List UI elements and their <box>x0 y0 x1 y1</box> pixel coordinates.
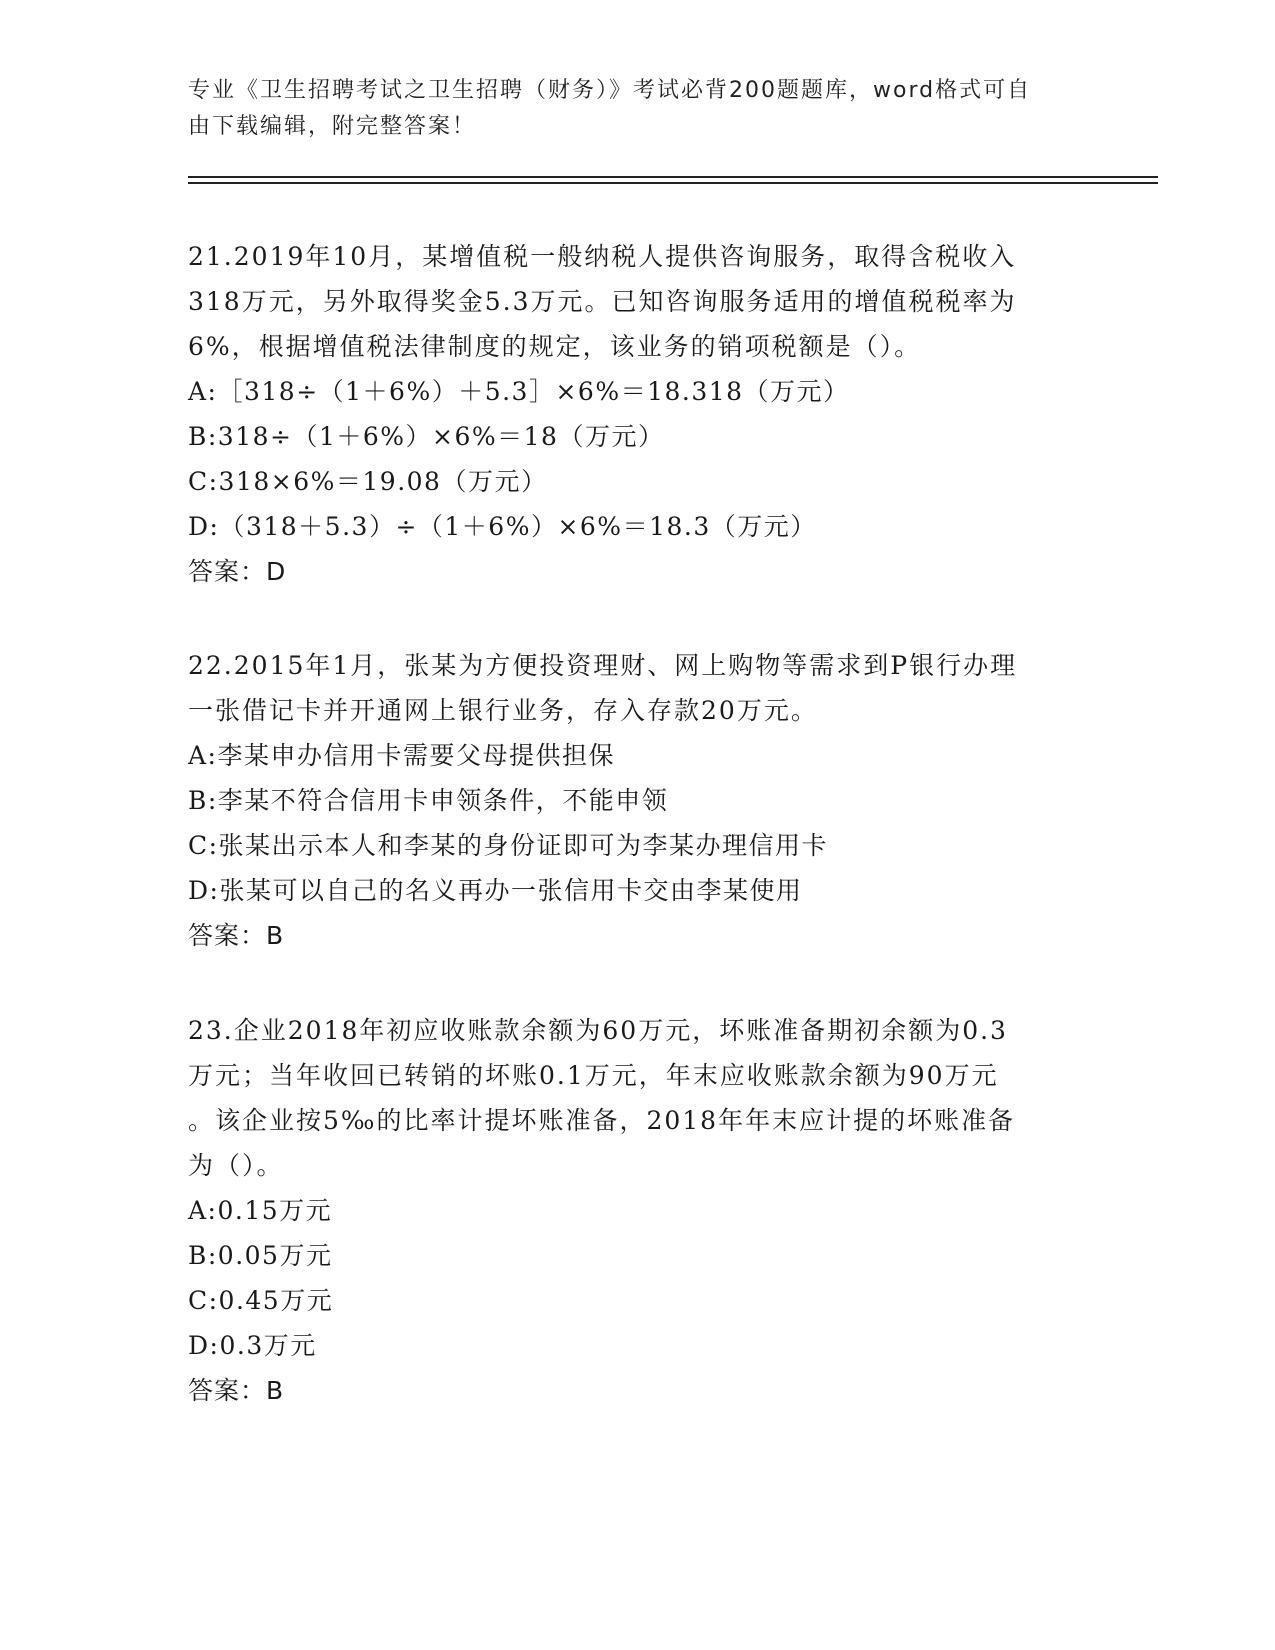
option-b: B:318÷（1＋6%）×6%＝18（万元） <box>188 422 665 451</box>
question-stem-line: 21.2019年10月，某增值税一般纳税人提供咨询服务，取得含税收入 <box>188 242 1017 271</box>
option-a: A:李某申办信用卡需要父母提供担保 <box>188 741 615 770</box>
question-stem-line: 为（）。 <box>188 1151 284 1180</box>
question-stem-line: 22.2015年1月，张某为方便投资理财、网上购物等需求到P银行办理 <box>188 651 1018 680</box>
option-d: D:（318＋5.3）÷（1＋6%）×6%＝18.3（万元） <box>188 512 817 541</box>
question-stem-line: 318万元，另外取得奖金5.3万元。已知咨询服务适用的增值税税率为 <box>188 287 1017 316</box>
option-a: A:0.15万元 <box>188 1196 333 1225</box>
question-23 <box>188 1008 1088 1413</box>
question-21 <box>188 234 1088 594</box>
document-header <box>188 73 1088 145</box>
question-stem-line: 6%，根据增值税法律制度的规定，该业务的销项税额是（）。 <box>188 332 922 361</box>
option-b: B:0.05万元 <box>188 1241 333 1270</box>
question-stem-line: 一张借记卡并开通网上银行业务，存入存款20万元。 <box>188 696 818 725</box>
question-stem-line: 23.企业2018年初应收账款余额为60万元，坏账准备期初余额为0.3 <box>188 1016 1008 1045</box>
question-stem-line: 万元；当年收回已转销的坏账0.1万元，年末应收账款余额为90万元 <box>188 1061 999 1090</box>
question-22 <box>188 643 1088 958</box>
answer-line: 答案：B <box>188 1376 285 1405</box>
header-line-1: 专业《卫生招聘考试之卫生招聘（财务）》考试必背200题题库，word格式可自 <box>188 78 1032 103</box>
option-d: D:张某可以自己的名义再办一张信用卡交由李某使用 <box>188 876 803 905</box>
option-c: C:0.45万元 <box>188 1286 334 1315</box>
header-line-2: 由下载编辑，附完整答案！ <box>188 114 477 139</box>
answer-line: 答案：D <box>188 557 287 586</box>
header-divider-top <box>188 176 1158 178</box>
option-d: D:0.3万元 <box>188 1331 317 1360</box>
question-stem-line: 。该企业按5‰的比率计提坏账准备，2018年年末应计提的坏账准备 <box>188 1106 1016 1135</box>
option-c: C:张某出示本人和李某的身份证即可为李某办理信用卡 <box>188 831 829 860</box>
header-divider-bottom <box>188 182 1158 184</box>
option-c: C:318×6%＝19.08（万元） <box>188 467 548 496</box>
answer-line: 答案：B <box>188 921 285 950</box>
option-b: B:李某不符合信用卡申领条件，不能申领 <box>188 786 669 815</box>
option-a: A:［318÷（1＋6%）＋5.3］×6%＝18.318（万元） <box>188 377 850 406</box>
